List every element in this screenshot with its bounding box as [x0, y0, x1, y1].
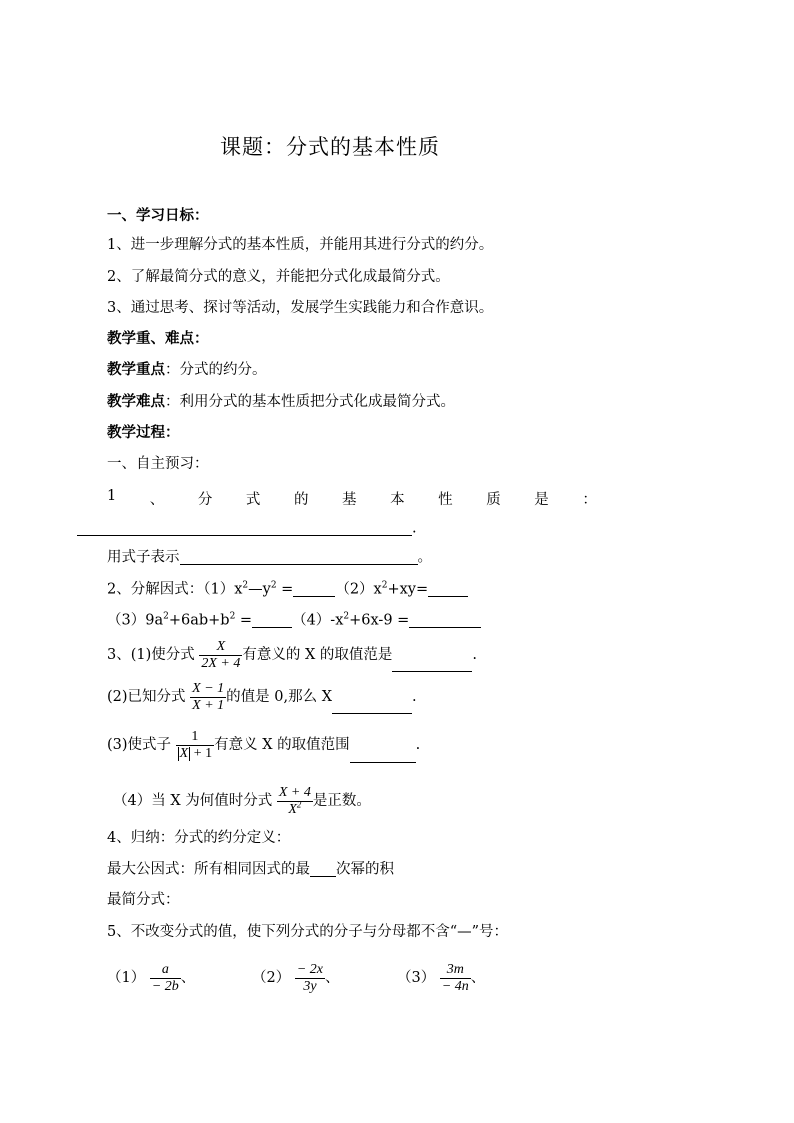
question-2b-line [107, 613, 481, 628]
q2-prefix: 2、分解因式：（1）x [107, 581, 243, 598]
superscript: 2 [163, 611, 169, 622]
fraction-denominator: − 4n [441, 978, 469, 994]
key-points-heading: 教学重、难点： [107, 330, 209, 347]
absolute-value: X [179, 745, 189, 761]
difficulty-point [107, 395, 455, 410]
superscript: 2 [296, 798, 302, 809]
q1b-prefix: 用式子表示 [107, 549, 180, 566]
answer-blank[interactable] [350, 748, 416, 763]
question-3-2: (2)已知分式 $\frac{X - 1}{X + 1}$ 的值是 0,那么 X . [107, 680, 417, 713]
goal-3: 3、通过思考、探讨等活动，发展学生实践能力和合作意识。 [107, 300, 494, 316]
q1-char: 是 [534, 492, 549, 508]
q1-char: 本 [390, 492, 405, 508]
q1-expression-line [107, 550, 432, 565]
q5-item-label: （3） [397, 970, 436, 986]
fraction-numerator: X − 1 [192, 680, 225, 696]
q5-item-label: （1） [107, 970, 146, 986]
q3-2-prefix: (2)已知分式 [107, 689, 186, 705]
q5-sep: 、 [470, 970, 486, 986]
answer-blank[interactable] [77, 521, 412, 536]
q5-item-label: （2） [252, 970, 291, 986]
answer-blank[interactable] [310, 862, 336, 877]
difficulty-label: 教学难点 [107, 393, 165, 410]
q1-char: 的 [293, 492, 309, 508]
answer-blank[interactable] [409, 613, 481, 628]
fraction-numerator: X [216, 638, 226, 654]
fraction-denominator: − 2b [151, 978, 179, 994]
q1-char: 分 [197, 492, 213, 508]
q2b-text: +6ab+b [168, 612, 230, 629]
fraction [277, 785, 313, 818]
fraction [176, 729, 214, 762]
q2-text: （2）x [335, 581, 382, 598]
section-goals-heading: 一、学习日标： [107, 207, 209, 224]
q1-char: 基 [342, 492, 357, 508]
q2b-text: （4）-x [292, 612, 344, 629]
gcf-suffix: 次幂的积 [336, 861, 394, 878]
q2-text: +xy= [387, 581, 429, 598]
fraction-numerator: 1 [191, 728, 199, 744]
q5-item-1 [107, 960, 195, 996]
question-1-line [107, 488, 597, 509]
fraction-denominator: 3y [295, 978, 325, 995]
q2b-text: +6x-9 = [349, 612, 410, 629]
q1b-suffix: 。 [417, 549, 432, 566]
superscript: 2 [343, 611, 350, 622]
q3-3-suffix: 有意义 X 的取值范围 [214, 737, 350, 753]
superscript: 2 [242, 580, 249, 591]
q5-item-3 [397, 960, 485, 996]
q3-1-suffix: 有意义的 X 的取值范是 [242, 647, 393, 663]
answer-blank[interactable] [332, 699, 412, 714]
q3-3-prefix: (3)使式子 [107, 737, 172, 753]
q1-char: 1 [107, 488, 117, 504]
fraction-numerator: X + 4 [278, 784, 311, 800]
q3-2-suffix: 的值是 0,那么 X [226, 689, 333, 705]
key-point-label: 教学重点 [107, 361, 165, 378]
q3-4-prefix: （4）当 X 为何值时分式 [113, 793, 273, 809]
q5-sep: 、 [180, 970, 196, 986]
difficulty-text: ：利用分式的基本性质把分式化成最简分式。 [165, 394, 455, 410]
q1-answer-line [77, 521, 417, 536]
superscript: 2 [270, 580, 277, 591]
gcf-prefix: 最大公因式：所有相同因式的最 [107, 861, 310, 878]
fraction [150, 962, 181, 995]
question-3-4 [113, 783, 371, 819]
q1-char: 性 [438, 492, 453, 508]
superscript: 2 [229, 611, 236, 622]
answer-blank[interactable] [252, 613, 292, 628]
page-title: 课题：分式的基本性质 [220, 135, 440, 159]
question-3-1: 3、(1)使分式 $\frac{X}{2X + 4}$ 有意义的 X 的取值范是 . [107, 638, 478, 671]
q3-4-suffix: 是正数。 [312, 793, 371, 809]
q1-char: 质 [486, 492, 501, 508]
fraction [199, 639, 242, 672]
fraction-numerator: − 2x [296, 961, 324, 977]
superscript: 2 [381, 580, 388, 591]
q1-char: 、 [149, 492, 165, 508]
answer-blank[interactable] [428, 582, 468, 597]
question-3-3: (3)使式子 $\frac{1}{X + 1}$ 有意义 X 的取值范围 . [107, 727, 420, 763]
question-4: 4、归纳：分式的约分定义： [107, 830, 291, 846]
process-heading: 教学过程： [107, 424, 180, 441]
key-point-text: ：分式的约分。 [165, 362, 267, 378]
q3-1-prefix: 3、(1)使分式 [107, 647, 195, 663]
q2b-text: = [235, 612, 253, 629]
q1-char: ： [582, 492, 597, 508]
q1-line-end: . [412, 520, 417, 537]
preview-heading: 一、自主预习： [107, 456, 209, 472]
fraction [190, 681, 226, 714]
fraction-numerator: 3m [446, 961, 464, 977]
denominator-var: X [288, 801, 297, 817]
answer-blank[interactable] [180, 550, 418, 565]
fraction-denominator: X + 1 [192, 697, 225, 713]
q2-text: —y [248, 581, 271, 598]
fraction-numerator: a [161, 961, 169, 977]
fraction-denominator [277, 798, 313, 818]
simplest-fraction-label: 最简分式： [107, 892, 180, 908]
q2-text: = [276, 581, 294, 598]
question-2-line [107, 582, 468, 597]
q5-item-2 [252, 960, 340, 996]
q2b-text: （3）9a [107, 612, 164, 629]
gcf-definition [107, 862, 394, 877]
fraction [295, 962, 325, 995]
question-5: 5、不改变分式的值，使下列分式的分子与分母都不含“—”号： [107, 924, 509, 940]
q5-sep: 、 [325, 970, 340, 986]
answer-blank[interactable] [392, 657, 472, 672]
key-point [107, 363, 267, 378]
goal-1: 1、进一步理解分式的基本性质，并能用其进行分式的约分。 [107, 237, 494, 253]
q1-char: 式 [245, 492, 261, 508]
goal-2: 2、了解最简分式的意义，并能把分式化成最简分式。 [107, 269, 450, 285]
fraction-denominator [176, 745, 214, 762]
fraction [440, 962, 471, 995]
fraction-denominator: 2X + 4 [201, 655, 241, 671]
answer-blank[interactable] [293, 582, 335, 597]
denominator-rest: + 1 [193, 745, 213, 761]
